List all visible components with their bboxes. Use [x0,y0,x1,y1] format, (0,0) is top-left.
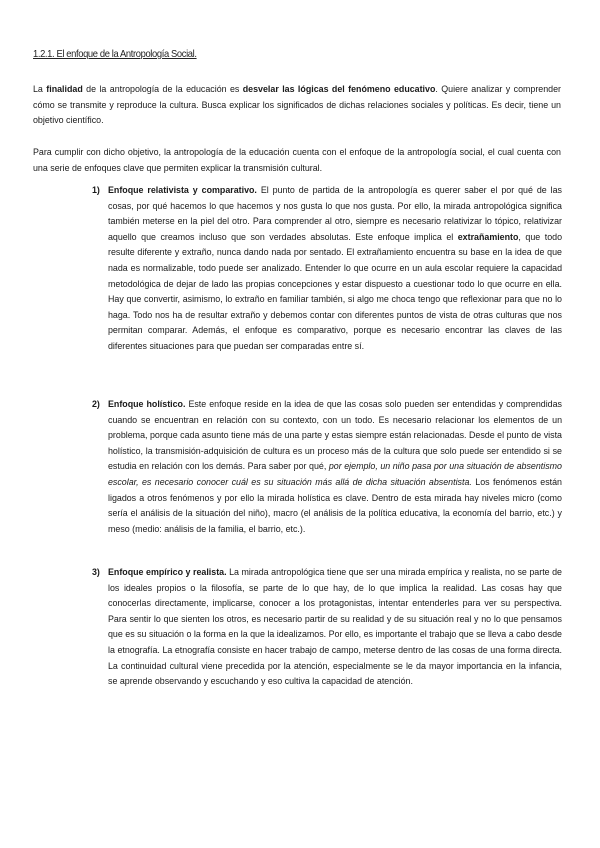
item-text [108,183,562,355]
item-number: 1) [92,185,100,195]
item-run-bold: extrañamiento [457,231,519,242]
p1-run-bold: desvelar las lógicas del fenómeno educativo [242,84,436,94]
item-number: 3) [92,567,100,577]
p1-run: . Quiere analizar y comprender cómo se transmite y reproduce la cultura. Busca explicar los significados de dichas relaciones sociales y políticas. Es decir, tiene un objetivo científico. [33,84,561,126]
item-title: Enfoque empírico y realista. [108,567,227,577]
item-number: 2) [92,399,100,409]
p1-run-bold: finalidad [46,84,83,94]
p1-run: de la antropología de la educación es [82,84,243,94]
item-run: El punto de partida de la antropología es querer saber el por qué de las cosas, por qué hacemos lo que hacemos y nos gusta lo que nos gusta. Por ello, la mirada antropológica significa también meterse en la piel del otro. Para comprender al otro, siempre es necesario relativizar lo tópico, relativizar aquello que creamos incluso que son verdades absolutas. Este enfoque implica el [108,185,562,242]
paragraph-finalidad [33,82,561,129]
list-item [92,397,562,537]
section-heading: 1.2.1. El enfoque de la Antropología Social. [33,49,197,60]
item-title: Enfoque relativista y comparativo. [108,185,257,195]
item-run: Los fenómenos están ligados a otros fenómenos y por ello la mirada holística es clave. Dentro de esta mirada hay niveles micro (como sería el análisis de la situación del niño), macro (el análisis de la política educativa, la economía del barrio, etc.) y meso (medio: análisis de la familia, el barrio, etc.). [108,476,562,534]
item-text [108,565,562,690]
item-text [108,397,562,537]
item-run-italic: por ejemplo, un niño pasa por una situación de absentismo escolar, es necesario conocer cuál es su situación más allá de dicha situación absentista. [108,461,562,487]
list-item [92,565,562,690]
item-run: , que todo resulte diferente y extraño, nunca dando nada por sentado. El extrañamiento encuentra su base en la idea de que nada es normalizable, todo puede ser analizado. Entender lo que ocurre en un aula escolar requiere la capacidad metodológica de dejar de lado las propias concepciones y estar dispuesto a cuestionar todo lo que ocurre en ella. Hay que convertir, asimismo, lo extraño en familiar también, si algo me choca tengo que reflexionar para que no lo haga. Todo nos ha de resultar extraño y debemos contar con diferentes puntos de vista de otras culturas que nos permitan comparar. Además, el enfoque es comparativo, porque es necesario encontrar las claves de las diferentes situaciones para que puedan ser comparadas entre sí. [108,231,563,351]
item-run: La mirada antropológica tiene que ser una mirada empírica y realista, no se parte de los ideales propios o la filosofía, se parte de lo que hay, de lo que implica la realidad. Las cosas hay que conocerlas directamente, implicarse, conocer a los protagonistas, intentar entenderles para ver su perspectiva. Para sentir lo que sienten los otros, es necesario partir de su realidad y de su situación real y no lo que pensamos que es su situación o la forma en la que la idealizamos. Por ello, es importante el trabajo que se lleva a cabo desde la etnografía. La etnografía consiste en hacer trabajo de campo, meterse dentro de las cosas de una forma directa. La continuidad cultural viene precedida por la atención, especialmente se le da mayor importancia en la infancia, se aprende observando y escuchando y eso cultiva la capacidad de atención. [108,567,562,687]
list-item [92,183,562,355]
item-run: Este enfoque reside en la idea de que las cosas solo pueden ser entendidas y comprendidas cuando se encuentran en relación con su contexto, con un todo. Es necesario relacionar los elementos de un problema, porque cada asunto tiene más de una parte y estas siempre están relacionadas. Desde el punto de vista holístico, la transmisión-adquisición de cultura es un proceso más de la cultura que solo puede ser entendido si se estudia en relación con los demás. Para saber por qué, [108,399,562,472]
p1-run: La [33,84,47,94]
item-title: Enfoque holístico. [108,399,186,409]
paragraph-objetivo: Para cumplir con dicho objetivo, la antropología de la educación cuenta con el enfoque de la antropología social, el cual cuenta con una serie de enfoques clave que permiten explicar la transmisión cultural. [33,147,561,173]
